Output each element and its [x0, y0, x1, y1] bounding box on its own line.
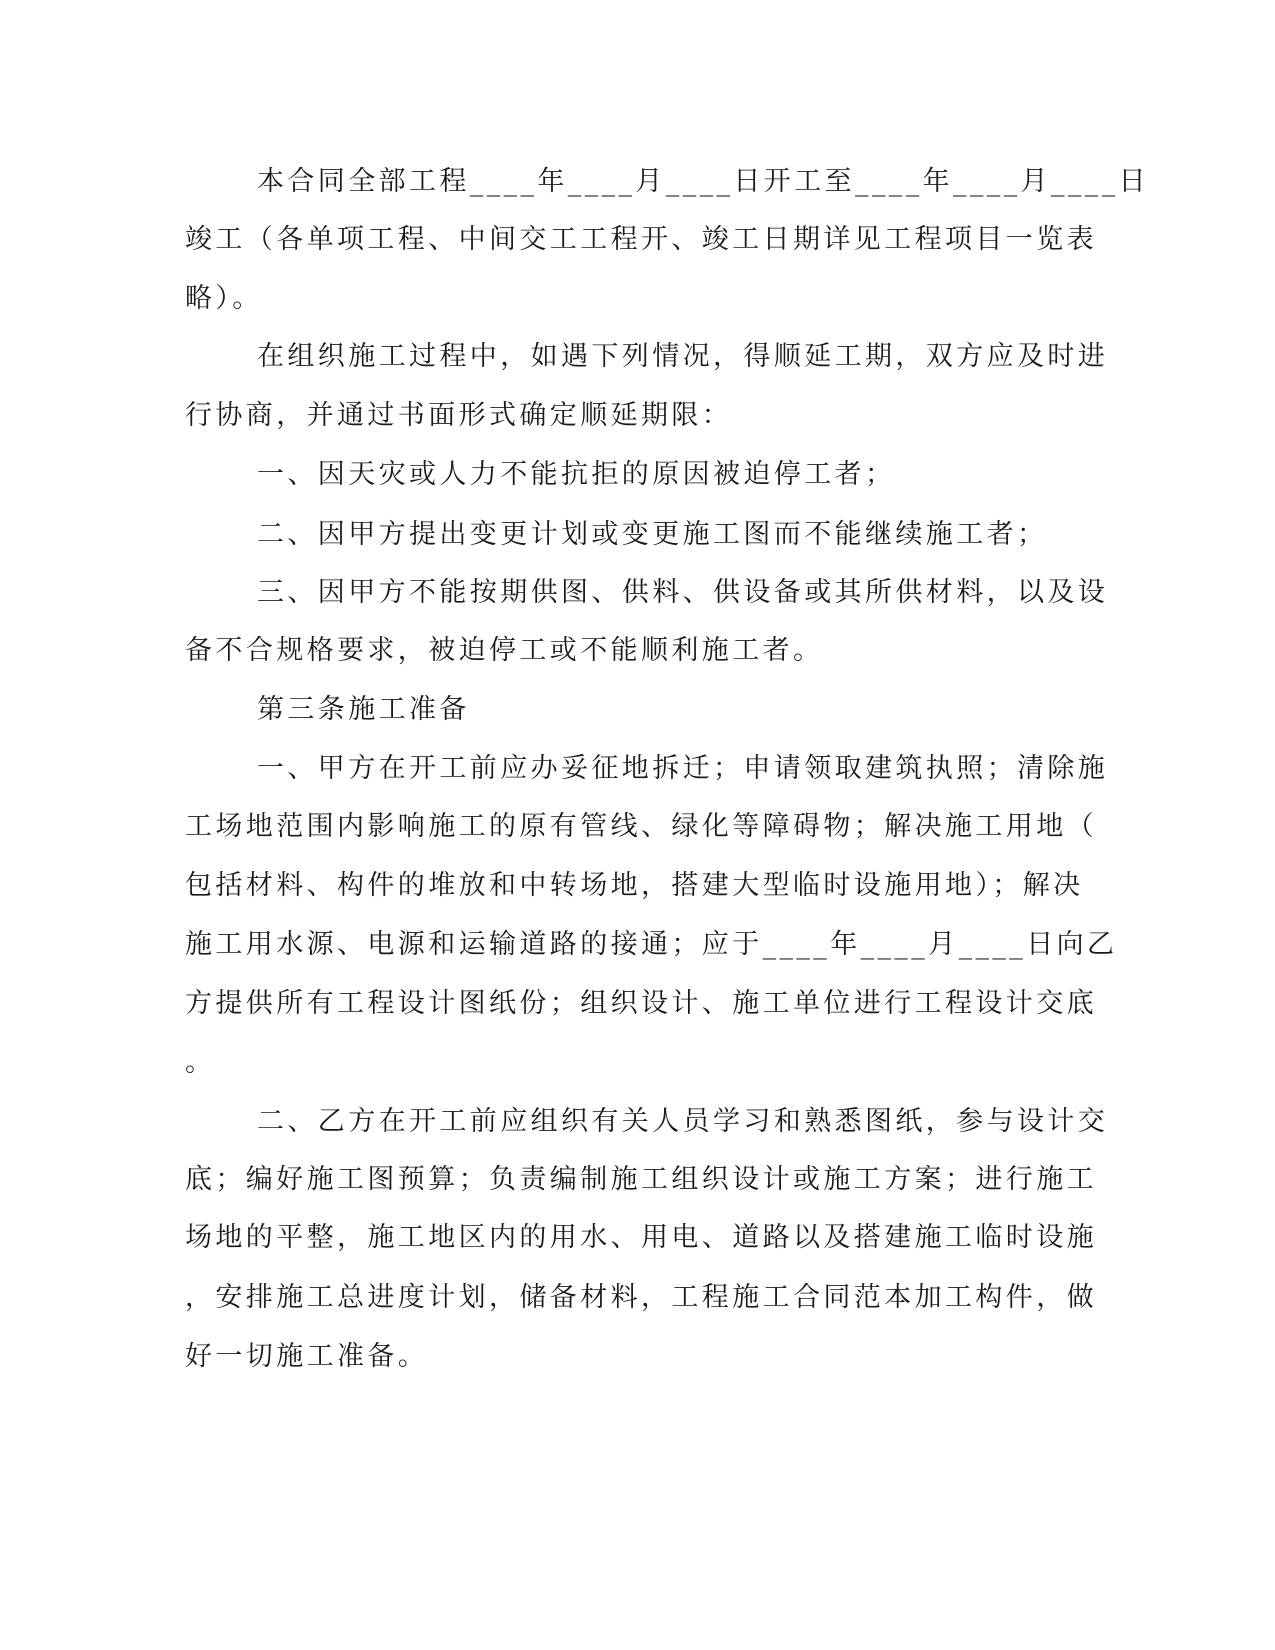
text-line-4: 在组织施工过程中，如遇下列情况，得顺延工期，双方应及时进: [257, 341, 1109, 372]
text-line-9: 备不合规格要求，被迫停工或不能顺利施工者。: [185, 635, 824, 666]
text-line-7: 二、因甲方提出变更计划或变更施工图而不能继续施工者；: [257, 519, 1048, 550]
text-line-11: 一、甲方在开工前应办妥征地拆迁；申请领取建筑执照；清除施: [257, 753, 1109, 784]
text-line-17: 二、乙方在开工前应组织有关人员学习和熟悉图纸，参与设计交: [257, 1106, 1109, 1137]
text-line-15: 方提供所有工程设计图纸份；组织设计、施工单位进行工程设计交底: [185, 988, 1097, 1019]
text-line-12: 工场地范围内影响施工的原有管线、绿化等障碍物；解决施工用地（: [185, 811, 1097, 842]
text-line-5: 行协商，并通过书面形式确定顺延期限：: [185, 400, 733, 431]
text-line-6: 一、因天灾或人力不能抗拒的原因被迫停工者；: [257, 459, 896, 490]
text-line-13: 包括材料、构件的堆放和中转场地，搭建大型临时设施用地）；解决: [185, 870, 1084, 901]
text-line-14: 施工用水源、电源和运输道路的接通；应于____年____月____日向乙: [185, 929, 1118, 960]
text-line-2: 竣工（各单项工程、中间交工工程开、竣工日期详见工程项目一览表: [185, 224, 1097, 255]
text-line-18: 底；编好施工图预算；负责编制施工组织设计或施工方案；进行施工: [185, 1164, 1097, 1195]
text-line-16: 。: [185, 1047, 216, 1078]
text-line-21: 好一切施工准备。: [185, 1341, 429, 1372]
text-line-8: 三、因甲方不能按期供图、供料、供设备或其所供材料，以及设: [257, 577, 1109, 608]
text-line-3: 略）。: [185, 283, 263, 314]
text-line-19: 场地的平整，施工地区内的用水、用电、道路以及搭建施工临时设施: [185, 1222, 1097, 1253]
text-line-1: 本合同全部工程____年____月____日开工至____年____月____日: [257, 166, 1149, 197]
section-heading: 第三条施工准备: [257, 694, 470, 725]
text-line-20: ，安排施工总进度计划，储备材料，工程施工合同范本加工构件，做: [185, 1282, 1097, 1313]
